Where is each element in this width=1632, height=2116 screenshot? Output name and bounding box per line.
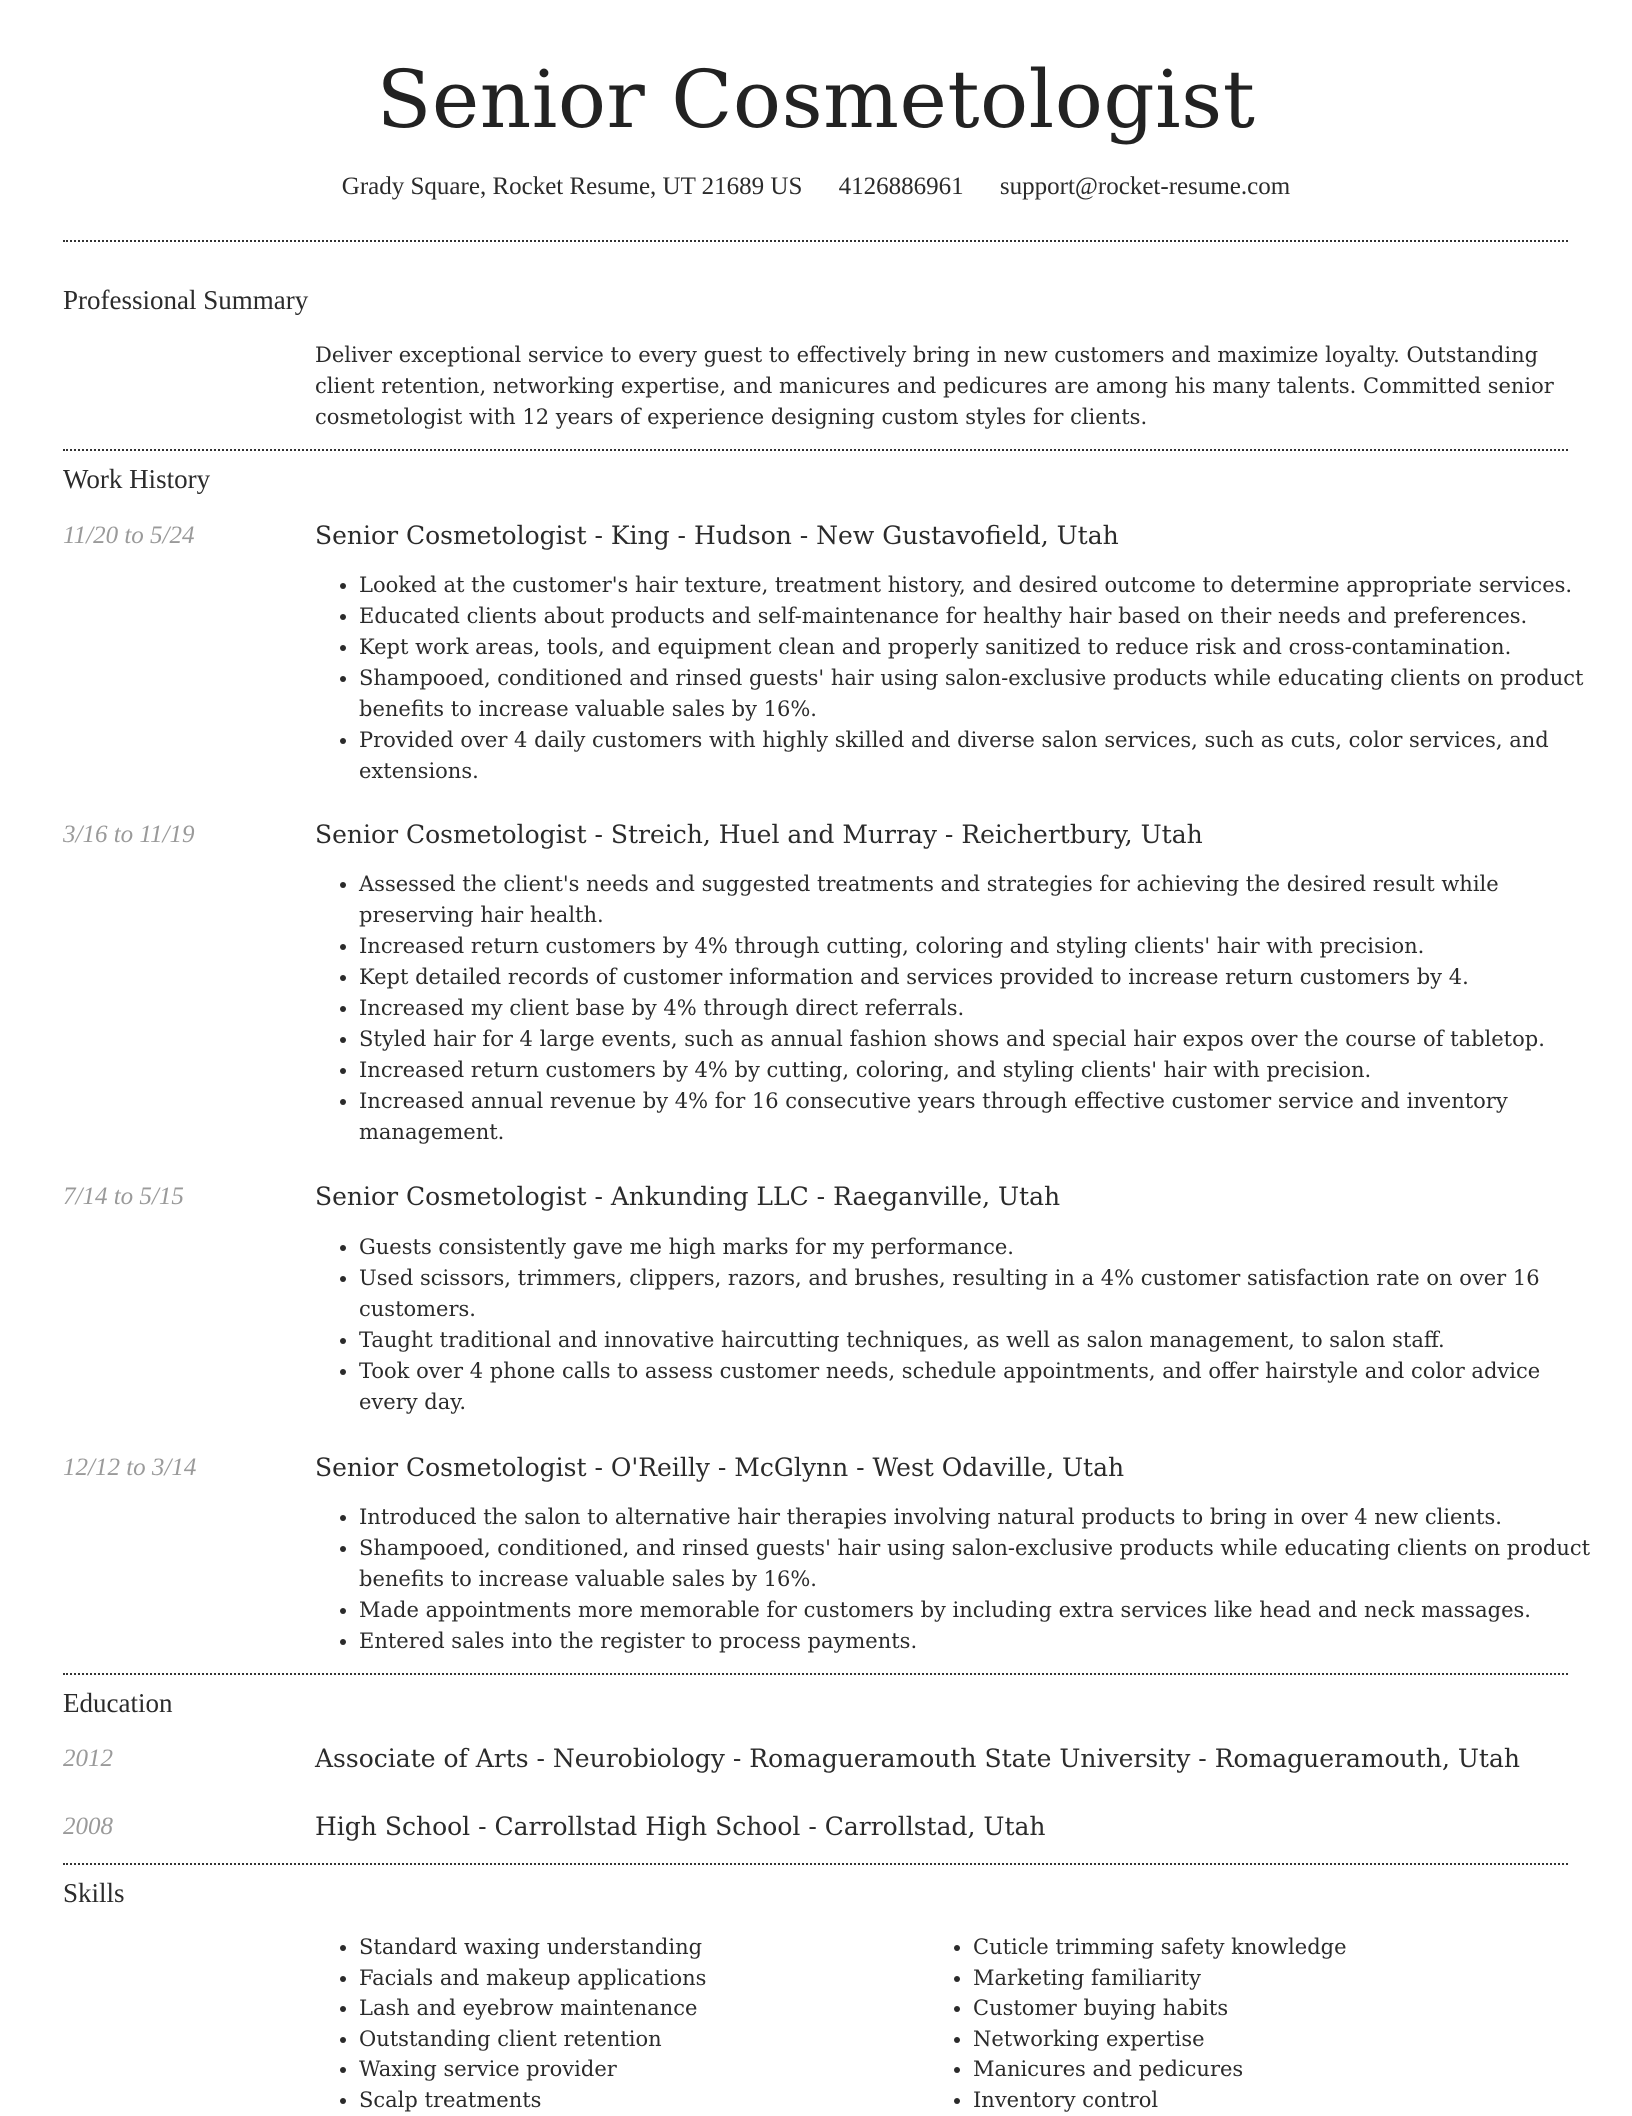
skill-item: • Waxing service provider — [359, 2054, 919, 2085]
job-dates: 3/16 to 11/19 — [63, 821, 195, 848]
list-item: • Introduced the salon to alternative hair therapies involving natural products to bring in over 4 new clients. — [359, 1502, 1604, 1533]
job-dates: 12/12 to 3/14 — [63, 1454, 197, 1481]
list-item: • Kept work areas, tools, and equipment clean and properly sanitized to reduce risk and cross-contamination. — [359, 632, 1604, 663]
list-item: • Shampooed, conditioned, and rinsed guests' hair using salon-exclusive products while educating clients on product benefits to increase valuable sales by 16%. — [359, 1533, 1604, 1595]
list-item: • Increased my client base by 4% through direct referrals. — [359, 993, 1604, 1024]
skill-item: • Inventory control — [973, 2085, 1533, 2116]
list-item: • Increased annual revenue by 4% for 16 consecutive years through effective customer service and inventory management. — [359, 1086, 1604, 1148]
list-item: • Educated clients about products and self-maintenance for healthy hair based on their needs and preferences. — [359, 601, 1604, 632]
list-item: • Styled hair for 4 large events, such as annual fashion shows and special hair expos over the course of tabletop. — [359, 1024, 1604, 1055]
job-dates: 7/14 to 5/15 — [63, 1183, 184, 1210]
list-item: • Kept detailed records of customer information and services provided to increase return customers by 4. — [359, 962, 1604, 993]
list-item: • Made appointments more memorable for customers by including extra services like head and neck massages. — [359, 1595, 1604, 1626]
list-item: • Provided over 4 daily customers with highly skilled and diverse salon services, such as cuts, color services, and extensions. — [359, 725, 1604, 787]
contact-phone: 4126886961 — [838, 173, 964, 200]
skill-item: • Manicures and pedicures — [973, 2054, 1533, 2085]
list-item: • Increased return customers by 4% by cutting, coloring, and styling clients' hair with precision. — [359, 1055, 1604, 1086]
skills-list-left — [315, 1932, 919, 2116]
job-title: Senior Cosmetologist - Ankunding LLC - Raeganville, Utah — [315, 1182, 1061, 1211]
divider — [63, 1673, 1568, 1675]
divider — [63, 1863, 1568, 1865]
skill-item: • Cuticle trimming safety knowledge — [973, 1932, 1533, 1963]
job-bullets — [315, 1502, 1604, 1657]
list-item: • Guests consistently gave me high marks for my performance. — [359, 1232, 1604, 1263]
resume-name: Senior Cosmetologist — [376, 53, 1256, 146]
contact-email: support@rocket-resume.com — [999, 173, 1291, 200]
section-heading-work: Work History — [63, 464, 211, 494]
list-item: • Assessed the client's needs and suggested treatments and strategies for achieving the desired result while preserving hair health. — [359, 869, 1604, 931]
summary-text: Deliver exceptional service to every guest to effectively bring in new customers and maximize loyalty. Outstanding client retention, networking expertise, and manicures and pedicures are among his many talents. Committed senior cosmetologist with 12 years of experience designing custom styles for clients. — [315, 343, 1554, 429]
list-item: • Looked at the customer's hair texture, treatment history, and desired outcome to determine appropriate services. — [359, 570, 1604, 601]
job-bullets — [315, 1232, 1604, 1418]
job-dates: 11/20 to 5/24 — [63, 522, 195, 549]
list-item: • Shampooed, conditioned and rinsed guests' hair using salon-exclusive products while educating clients on product benefits to increase valuable sales by 16%. — [359, 663, 1604, 725]
section-heading-summary: Professional Summary — [63, 285, 309, 315]
job-title: Senior Cosmetologist - King - Hudson - New Gustavofield, Utah — [315, 521, 1119, 550]
list-item: • Taught traditional and innovative haircutting techniques, as well as salon management, to salon staff. — [359, 1325, 1604, 1356]
job-bullets — [315, 570, 1604, 787]
job-title: Senior Cosmetologist - Streich, Huel and Murray - Reichertbury, Utah — [315, 820, 1203, 849]
skills-list-right — [929, 1932, 1533, 2116]
skill-item: • Networking expertise — [973, 2024, 1533, 2055]
education-title: Associate of Arts - Neurobiology - Romagueramouth State University - Romagueramouth, Utah — [315, 1744, 1520, 1773]
list-item: • Used scissors, trimmers, clippers, razors, and brushes, resulting in a 4% customer satisfaction rate on over 16 customers. — [359, 1263, 1604, 1325]
contact-line — [0, 169, 1632, 205]
skill-item: • Lash and eyebrow maintenance — [359, 1993, 919, 2024]
job-bullets — [315, 869, 1604, 1148]
skill-item: • Outstanding client retention — [359, 2024, 919, 2055]
job-title: Senior Cosmetologist - O'Reilly - McGlynn - West Odaville, Utah — [315, 1453, 1125, 1482]
education-title: High School - Carrollstad High School - Carrollstad, Utah — [315, 1812, 1046, 1841]
contact-address: Grady Square, Rocket Resume, UT 21689 US — [341, 173, 803, 200]
divider — [63, 240, 1568, 242]
education-year: 2012 — [63, 1745, 113, 1772]
skill-item: • Scalp treatments — [359, 2085, 919, 2116]
list-item: • Took over 4 phone calls to assess customer needs, schedule appointments, and offer hairstyle and color advice every day. — [359, 1356, 1604, 1418]
skill-item: • Facials and makeup applications — [359, 1963, 919, 1994]
skill-item: • Marketing familiarity — [973, 1963, 1533, 1994]
list-item: • Entered sales into the register to process payments. — [359, 1626, 1604, 1657]
list-item: • Increased return customers by 4% through cutting, coloring and styling clients' hair with precision. — [359, 931, 1604, 962]
education-year: 2008 — [63, 1813, 113, 1840]
section-heading-skills: Skills — [63, 1878, 125, 1908]
divider — [63, 449, 1568, 451]
section-heading-education: Education — [63, 1688, 173, 1718]
skill-item: • Standard waxing understanding — [359, 1932, 919, 1963]
skill-item: • Customer buying habits — [973, 1993, 1533, 2024]
